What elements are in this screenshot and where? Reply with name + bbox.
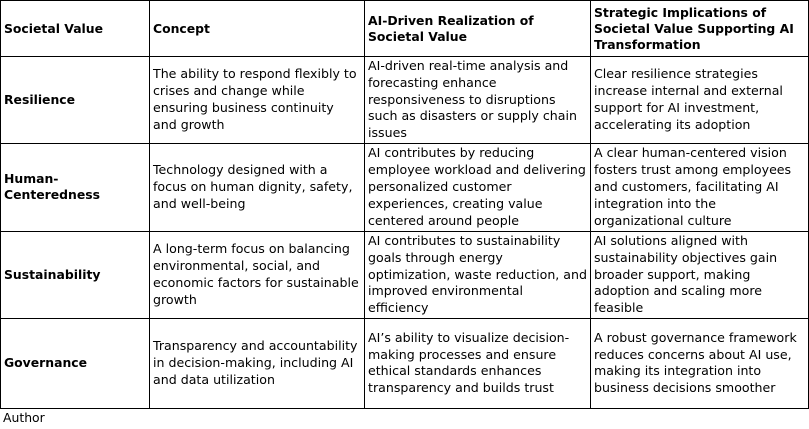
realization-cell: AI contributes to sustainability goals through energy optimization, waste reduction, and improved environmental efficiency xyxy=(365,231,591,318)
header-societal-value: Societal Value xyxy=(1,1,150,57)
row-label: Resilience xyxy=(1,57,150,144)
concept-cell: The ability to respond flexibly to crises and change while ensuring business continuity and growth xyxy=(150,57,365,144)
source-caption: Author xyxy=(3,410,45,425)
row-label: Governance xyxy=(1,318,150,408)
implications-cell: AI solutions aligned with sustainability objectives gain broader support, making adoption and scaling more feasible xyxy=(591,231,809,318)
row-label: Human-Centeredness xyxy=(1,143,150,231)
row-label: Sustainability xyxy=(1,231,150,318)
header-concept: Concept xyxy=(150,1,365,57)
realization-cell: AI’s ability to visualize decision-making processes and ensure ethical standards enhances transparency and builds trust xyxy=(365,318,591,408)
realization-cell: AI contributes by reducing employee workload and delivering personalized customer experiences, creating value centered around people xyxy=(365,143,591,231)
table-row xyxy=(1,57,809,144)
concept-cell: A long-term focus on balancing environmental, social, and economic factors for sustainable growth xyxy=(150,231,365,318)
concept-cell: Transparency and accountability in decision-making, including AI and data utilization xyxy=(150,318,365,408)
table-row xyxy=(1,318,809,408)
implications-cell: Clear resilience strategies increase internal and external support for AI investment, accelerating its adoption xyxy=(591,57,809,144)
header-strategic-implications: Strategic Implications of Societal Value Supporting AI Transformation xyxy=(591,1,809,57)
realization-cell: AI-driven real-time analysis and forecasting enhance responsiveness to disruptions such as disasters or supply chain issues xyxy=(365,57,591,144)
concept-cell: Technology designed with a focus on human dignity, safety, and well-being xyxy=(150,143,365,231)
implications-cell: A clear human-centered vision fosters trust among employees and customers, facilitating AI integration into the organizational culture xyxy=(591,143,809,231)
table-row xyxy=(1,143,809,231)
implications-cell: A robust governance framework reduces concerns about AI use, making its integration into business decisions smoother xyxy=(591,318,809,408)
header-ai-realization: AI-Driven Realization of Societal Value xyxy=(365,1,591,57)
table-header-row xyxy=(1,1,809,57)
table-row xyxy=(1,231,809,318)
